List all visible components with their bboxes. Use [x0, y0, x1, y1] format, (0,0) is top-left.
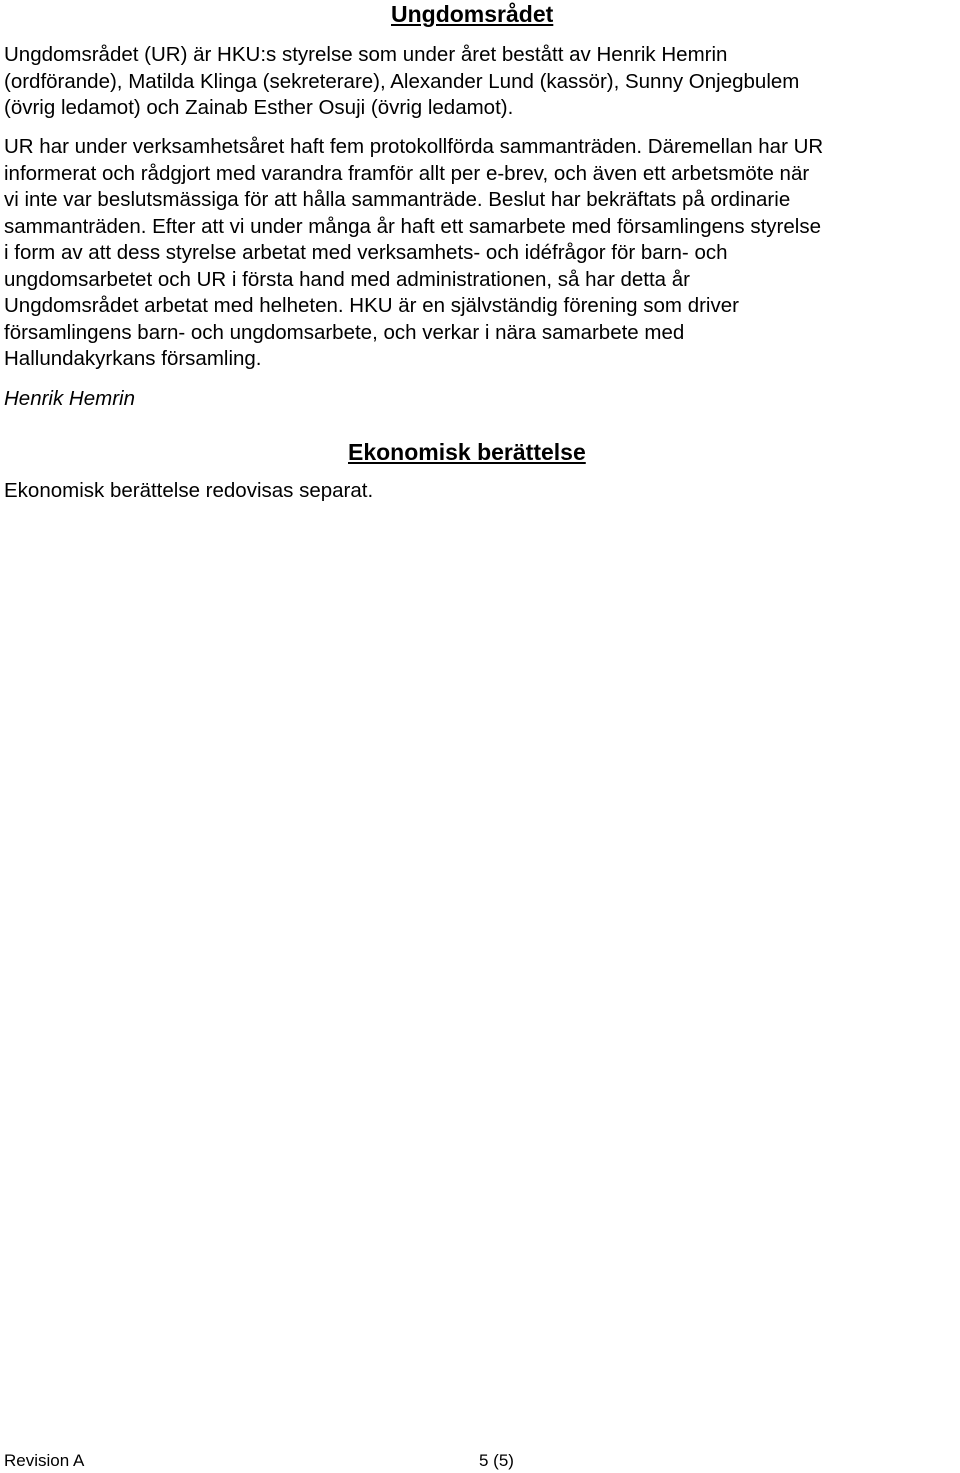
text-line: i form av att dess styrelse arbetat med verksamhets- och idéfrågor för barn- och	[4, 241, 728, 264]
text-line: ungdomsarbetet och UR i första hand med administrationen, så har detta år	[4, 267, 690, 291]
footer-page-number: 5 (5)	[479, 1451, 514, 1470]
text-line: församlingens barn- och ungdomsarbete, och verkar i nära samarbete med	[4, 320, 685, 344]
text-line: informerat och rådgjort med varandra framför allt per e-brev, och även ett arbetsmöte när	[4, 161, 810, 185]
members-paragraph	[4, 42, 958, 122]
footer-revision: Revision A	[4, 1451, 85, 1470]
section-title-ekonomisk-berattelse: Ekonomisk berättelse	[348, 439, 586, 465]
text-line: vi inte var beslutsmässiga för att hålla sammanträde. Beslut har bekräftats på ordinarie	[4, 188, 791, 211]
text-line: Hallundakyrkans församling.	[4, 347, 262, 370]
text-line: UR har under verksamhetsåret haft fem protokollförda sammanträden. Däremellan har UR	[4, 135, 824, 158]
text-line: Ungdomsrådet arbetat med helheten. HKU är en självständig förening som driver	[4, 294, 739, 317]
text-line: (övrig ledamot) och Zainab Esther Osuji (övrig ledamot).	[4, 96, 514, 119]
economic-note: Ekonomisk berättelse redovisas separat.	[4, 479, 374, 502]
text-line: (ordförande), Matilda Klinga (sekreterare), Alexander Lund (kassör), Sunny Onjegbulem	[4, 69, 800, 93]
section-title-ungdomsradet: Ungdomsrådet	[391, 1, 554, 27]
text-line: sammanträden. Efter att vi under många år haft ett samarbete med församlingens styrelse	[4, 214, 821, 238]
signature: Henrik Hemrin	[4, 387, 135, 410]
activity-paragraph	[4, 134, 958, 373]
text-line: Ungdomsrådet (UR) är HKU:s styrelse som under året bestått av Henrik Hemrin	[4, 43, 728, 66]
